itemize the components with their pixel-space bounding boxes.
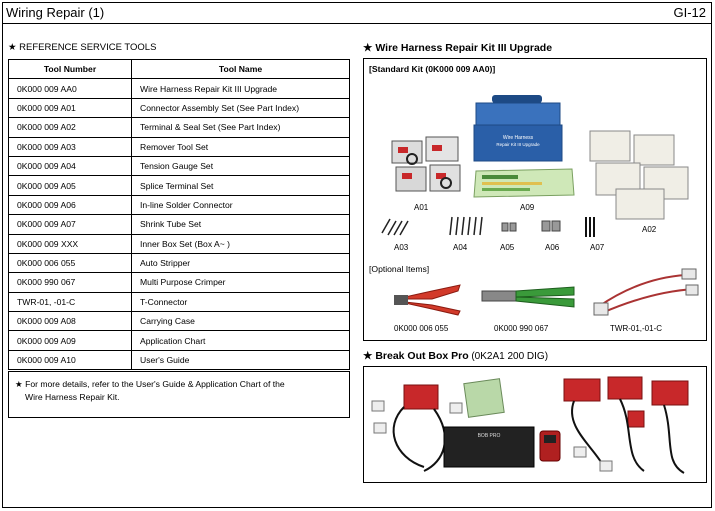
tools-table bbox=[8, 59, 350, 370]
t-connector-image bbox=[594, 269, 698, 323]
label-a06: A06 bbox=[545, 243, 560, 252]
tool-name: Connector Assembly Set (See Part Index) bbox=[132, 98, 350, 117]
optional-item-t-connector: TWR-01,-01-C bbox=[610, 324, 663, 333]
bob-code: (0K2A1 200 DIG) bbox=[471, 351, 549, 362]
carrying-case-image bbox=[472, 95, 564, 163]
tool-number: TWR-01, -01-C bbox=[9, 292, 132, 311]
table-row bbox=[9, 253, 350, 272]
label-a05: A05 bbox=[500, 243, 515, 252]
tool-name: Shrink Tube Set bbox=[132, 215, 350, 234]
tool-name: Remover Tool Set bbox=[132, 137, 350, 156]
bob-device-label: BOB PRO bbox=[477, 433, 501, 439]
column-header-tool-name: Tool Name bbox=[132, 60, 350, 79]
tool-number: 0K000 009 A08 bbox=[9, 312, 132, 331]
tool-number: 0K000 009 A02 bbox=[9, 118, 132, 137]
label-a03: A03 bbox=[394, 243, 409, 252]
table-row bbox=[9, 292, 350, 311]
tool-number: 0K000 006 055 bbox=[9, 253, 132, 272]
table-row bbox=[9, 215, 350, 234]
optional-items-label: [Optional Items] bbox=[369, 264, 430, 274]
tool-name: User's Guide bbox=[132, 350, 350, 369]
table-row bbox=[9, 273, 350, 292]
tool-number: 0K000 009 A07 bbox=[9, 215, 132, 234]
tool-number: 0K000 009 A10 bbox=[9, 350, 132, 369]
table-row bbox=[9, 79, 350, 98]
page-number: GI-12 bbox=[673, 5, 706, 20]
page-title: Wiring Repair (1) bbox=[6, 5, 105, 20]
tool-name: Tension Gauge Set bbox=[132, 156, 350, 175]
label-a04: A04 bbox=[453, 243, 468, 252]
tool-name: Terminal & Seal Set (See Part Index) bbox=[132, 118, 350, 137]
tool-number: 0K000 009 AA0 bbox=[9, 79, 132, 98]
kit-image-box bbox=[363, 58, 707, 341]
standard-kit-label: [Standard Kit (0K000 009 AA0)] bbox=[369, 64, 496, 74]
tool-name: Inner Box Set (Box A~ ) bbox=[132, 234, 350, 253]
tool-name: T-Connector bbox=[132, 292, 350, 311]
note-box bbox=[8, 371, 350, 418]
small-tools-image bbox=[380, 213, 600, 241]
table-header-row bbox=[9, 60, 350, 79]
application-chart-image bbox=[472, 167, 576, 199]
tool-number: 0K000 009 XXX bbox=[9, 234, 132, 253]
multi-crimper-image bbox=[480, 283, 576, 309]
optional-item-stripper: 0K000 006 055 bbox=[394, 324, 449, 333]
bob-image-box bbox=[363, 366, 707, 483]
tool-number: 0K000 009 A03 bbox=[9, 137, 132, 156]
terminal-trays-image bbox=[586, 131, 696, 223]
table-row bbox=[9, 156, 350, 175]
case-label-line2: Repair Kit III Upgrade bbox=[496, 142, 540, 147]
table-row bbox=[9, 350, 350, 369]
kit-section-title: ★ Wire Harness Repair Kit III Upgrade bbox=[363, 42, 553, 54]
table-row bbox=[9, 195, 350, 214]
tool-number: 0K000 990 067 bbox=[9, 273, 132, 292]
auto-stripper-image bbox=[392, 281, 464, 317]
tool-number: 0K000 009 A05 bbox=[9, 176, 132, 195]
tool-name: Wire Harness Repair Kit III Upgrade bbox=[132, 79, 350, 98]
table-row bbox=[9, 137, 350, 156]
tool-number: 0K000 009 A01 bbox=[9, 98, 132, 117]
table-row bbox=[9, 331, 350, 350]
label-a07: A07 bbox=[590, 243, 605, 252]
optional-item-crimper: 0K000 990 067 bbox=[494, 324, 549, 333]
break-out-box-image bbox=[364, 367, 708, 484]
column-header-tool-number: Tool Number bbox=[9, 60, 132, 79]
note-line: ★ For more details, refer to the User's Guide & Application Chart of the bbox=[15, 379, 285, 389]
label-a09: A09 bbox=[520, 203, 535, 212]
tool-name: Application Chart bbox=[132, 331, 350, 350]
tool-name: In-line Solder Connector bbox=[132, 195, 350, 214]
page-header bbox=[2, 2, 712, 24]
tool-name: Auto Stripper bbox=[132, 253, 350, 272]
table-row bbox=[9, 98, 350, 117]
connector-bags-image bbox=[392, 137, 464, 199]
table-row bbox=[9, 176, 350, 195]
label-a02: A02 bbox=[642, 225, 657, 234]
table-row bbox=[9, 118, 350, 137]
tool-number: 0K000 009 A04 bbox=[9, 156, 132, 175]
tool-name: Multi Purpose Crimper bbox=[132, 273, 350, 292]
tool-number: 0K000 009 A09 bbox=[9, 331, 132, 350]
tool-name: Carrying Case bbox=[132, 312, 350, 331]
tool-name: Splice Terminal Set bbox=[132, 176, 350, 195]
table-row bbox=[9, 312, 350, 331]
bob-section-title bbox=[363, 350, 548, 362]
table-row bbox=[9, 234, 350, 253]
label-a01: A01 bbox=[414, 203, 429, 212]
bob-title: ★ Break Out Box Pro bbox=[363, 350, 469, 362]
case-label-line1: Wire Harness bbox=[502, 135, 534, 141]
note-line: Wire Harness Repair Kit. bbox=[25, 392, 120, 402]
tools-section-title: ★ REFERENCE SERVICE TOOLS bbox=[8, 42, 157, 53]
tool-number: 0K000 009 A06 bbox=[9, 195, 132, 214]
